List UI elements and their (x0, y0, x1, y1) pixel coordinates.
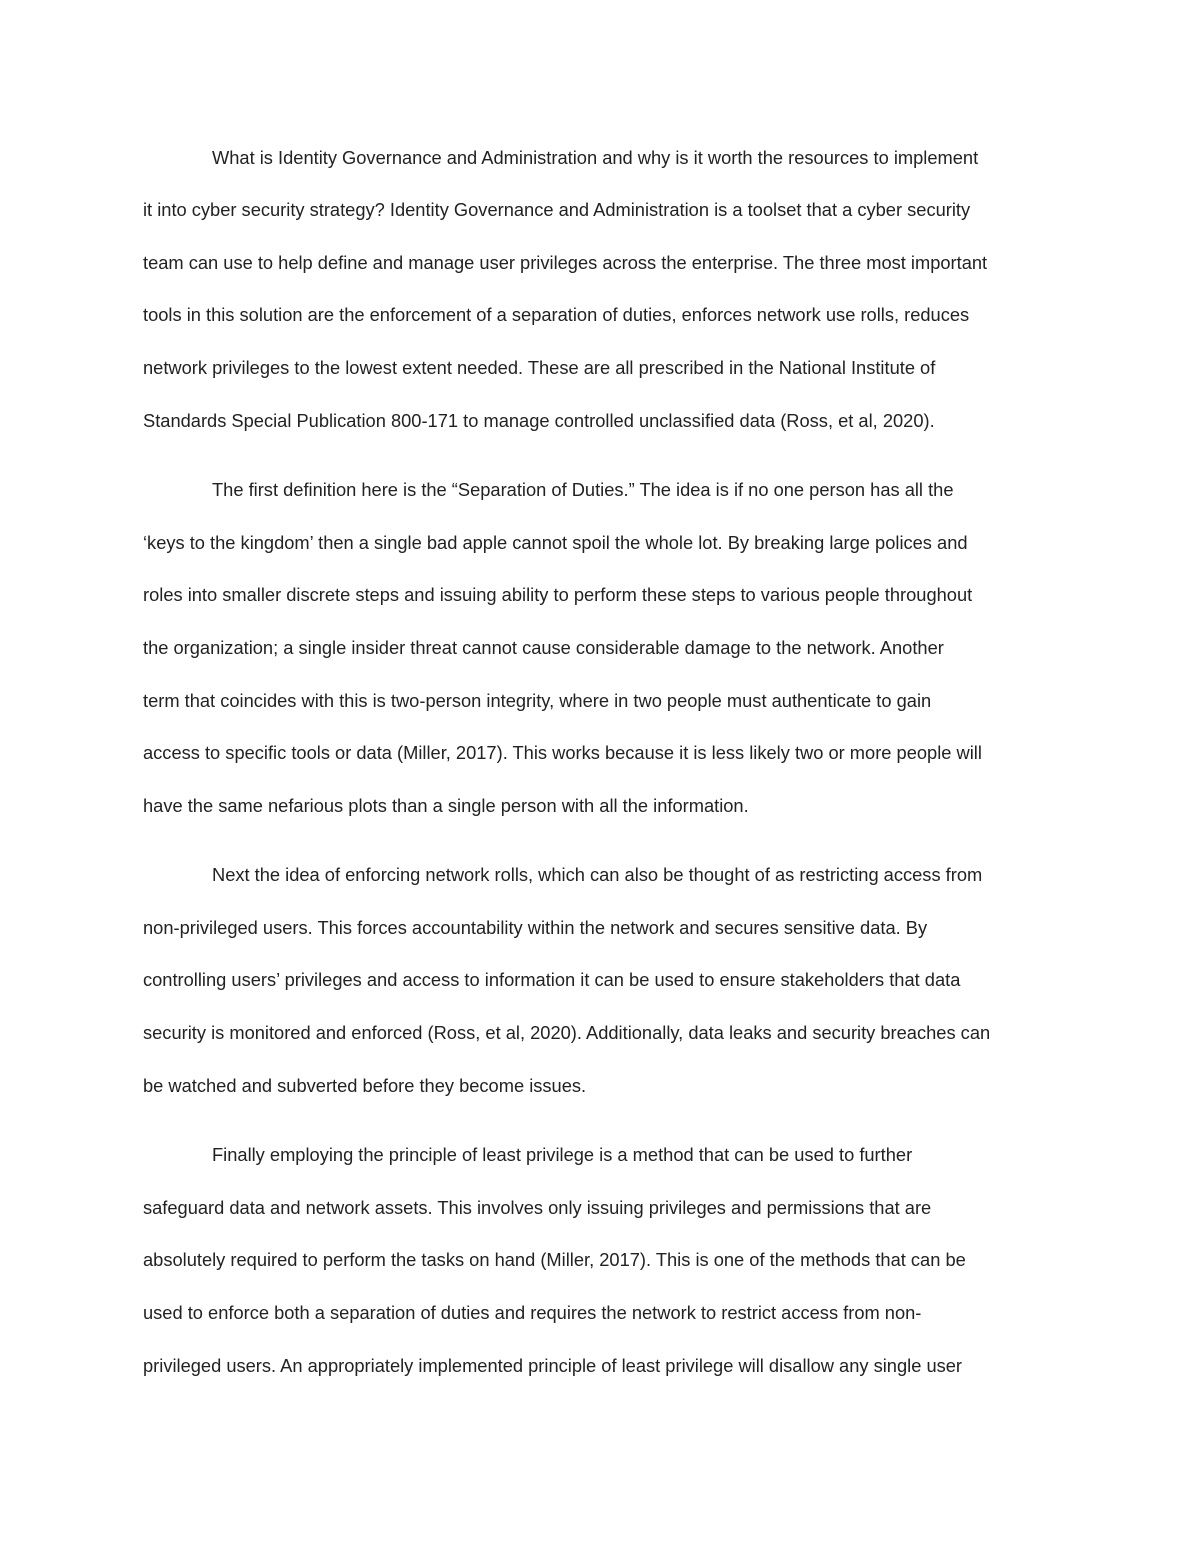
paragraph-1-line-5: network privileges to the lowest extent needed. These are all prescribed in the National Institute of (143, 357, 936, 378)
paragraph-3-line-2: non-privileged users. This forces accountability within the network and secures sensitive data. By (143, 917, 928, 938)
paragraph-2-line-1: The first definition here is the “Separation of Duties.” The idea is if no one person has all the (212, 479, 954, 500)
paragraph-2-line-6: access to specific tools or data (Miller, 2017). This works because it is less likely two or more people will (143, 742, 982, 763)
paragraph-2-line-7: have the same nefarious plots than a single person with all the information. (143, 795, 749, 816)
paragraph-2-line-4: the organization; a single insider threat cannot cause considerable damage to the network. Another (143, 637, 944, 658)
paragraph-2-line-2: ‘keys to the kingdom’ then a single bad apple cannot spoil the whole lot. By breaking large polices and (143, 532, 968, 553)
paragraph-4-line-5: privileged users. An appropriately implemented principle of least privilege will disallow any single user (143, 1355, 963, 1376)
paragraph-1-line-3: team can use to help define and manage user privileges across the enterprise. The three most important (143, 252, 988, 273)
paragraph-3-line-1: Next the idea of enforcing network rolls, which can also be thought of as restricting access from (212, 864, 983, 885)
paragraph-2-line-3: roles into smaller discrete steps and issuing ability to perform these steps to various people throughout (143, 584, 973, 605)
paragraph-4-line-4: used to enforce both a separation of duties and requires the network to restrict access from non- (143, 1302, 922, 1323)
paragraph-4-line-2: safeguard data and network assets. This involves only issuing privileges and permissions that are (143, 1197, 932, 1218)
paragraph-4-line-1: Finally employing the principle of least privilege is a method that can be used to further (212, 1144, 913, 1165)
paragraph-1-line-2: it into cyber security strategy? Identity Governance and Administration is a toolset that a cyber security (143, 199, 971, 220)
paragraph-3-line-3: controlling users’ privileges and access to information it can be used to ensure stakeholders that data (143, 969, 961, 990)
paragraph-1-line-1: What is Identity Governance and Administration and why is it worth the resources to implement (212, 147, 979, 168)
paragraph-1-line-4: tools in this solution are the enforcement of a separation of duties, enforces network use rolls, reduces (143, 304, 970, 325)
paragraph-1-line-6: Standards Special Publication 800-171 to manage controlled unclassified data (Ross, et al, 2020). (143, 410, 935, 431)
paragraph-3-line-4: security is monitored and enforced (Ross, et al, 2020). Additionally, data leaks and security breaches can (143, 1022, 991, 1043)
paragraph-4-line-3: absolutely required to perform the tasks on hand (Miller, 2017). This is one of the methods that can be (143, 1249, 966, 1270)
paragraph-2-line-5: term that coincides with this is two-person integrity, where in two people must authenticate to gain (143, 690, 932, 711)
paragraph-3-line-5: be watched and subverted before they become issues. (143, 1075, 587, 1096)
